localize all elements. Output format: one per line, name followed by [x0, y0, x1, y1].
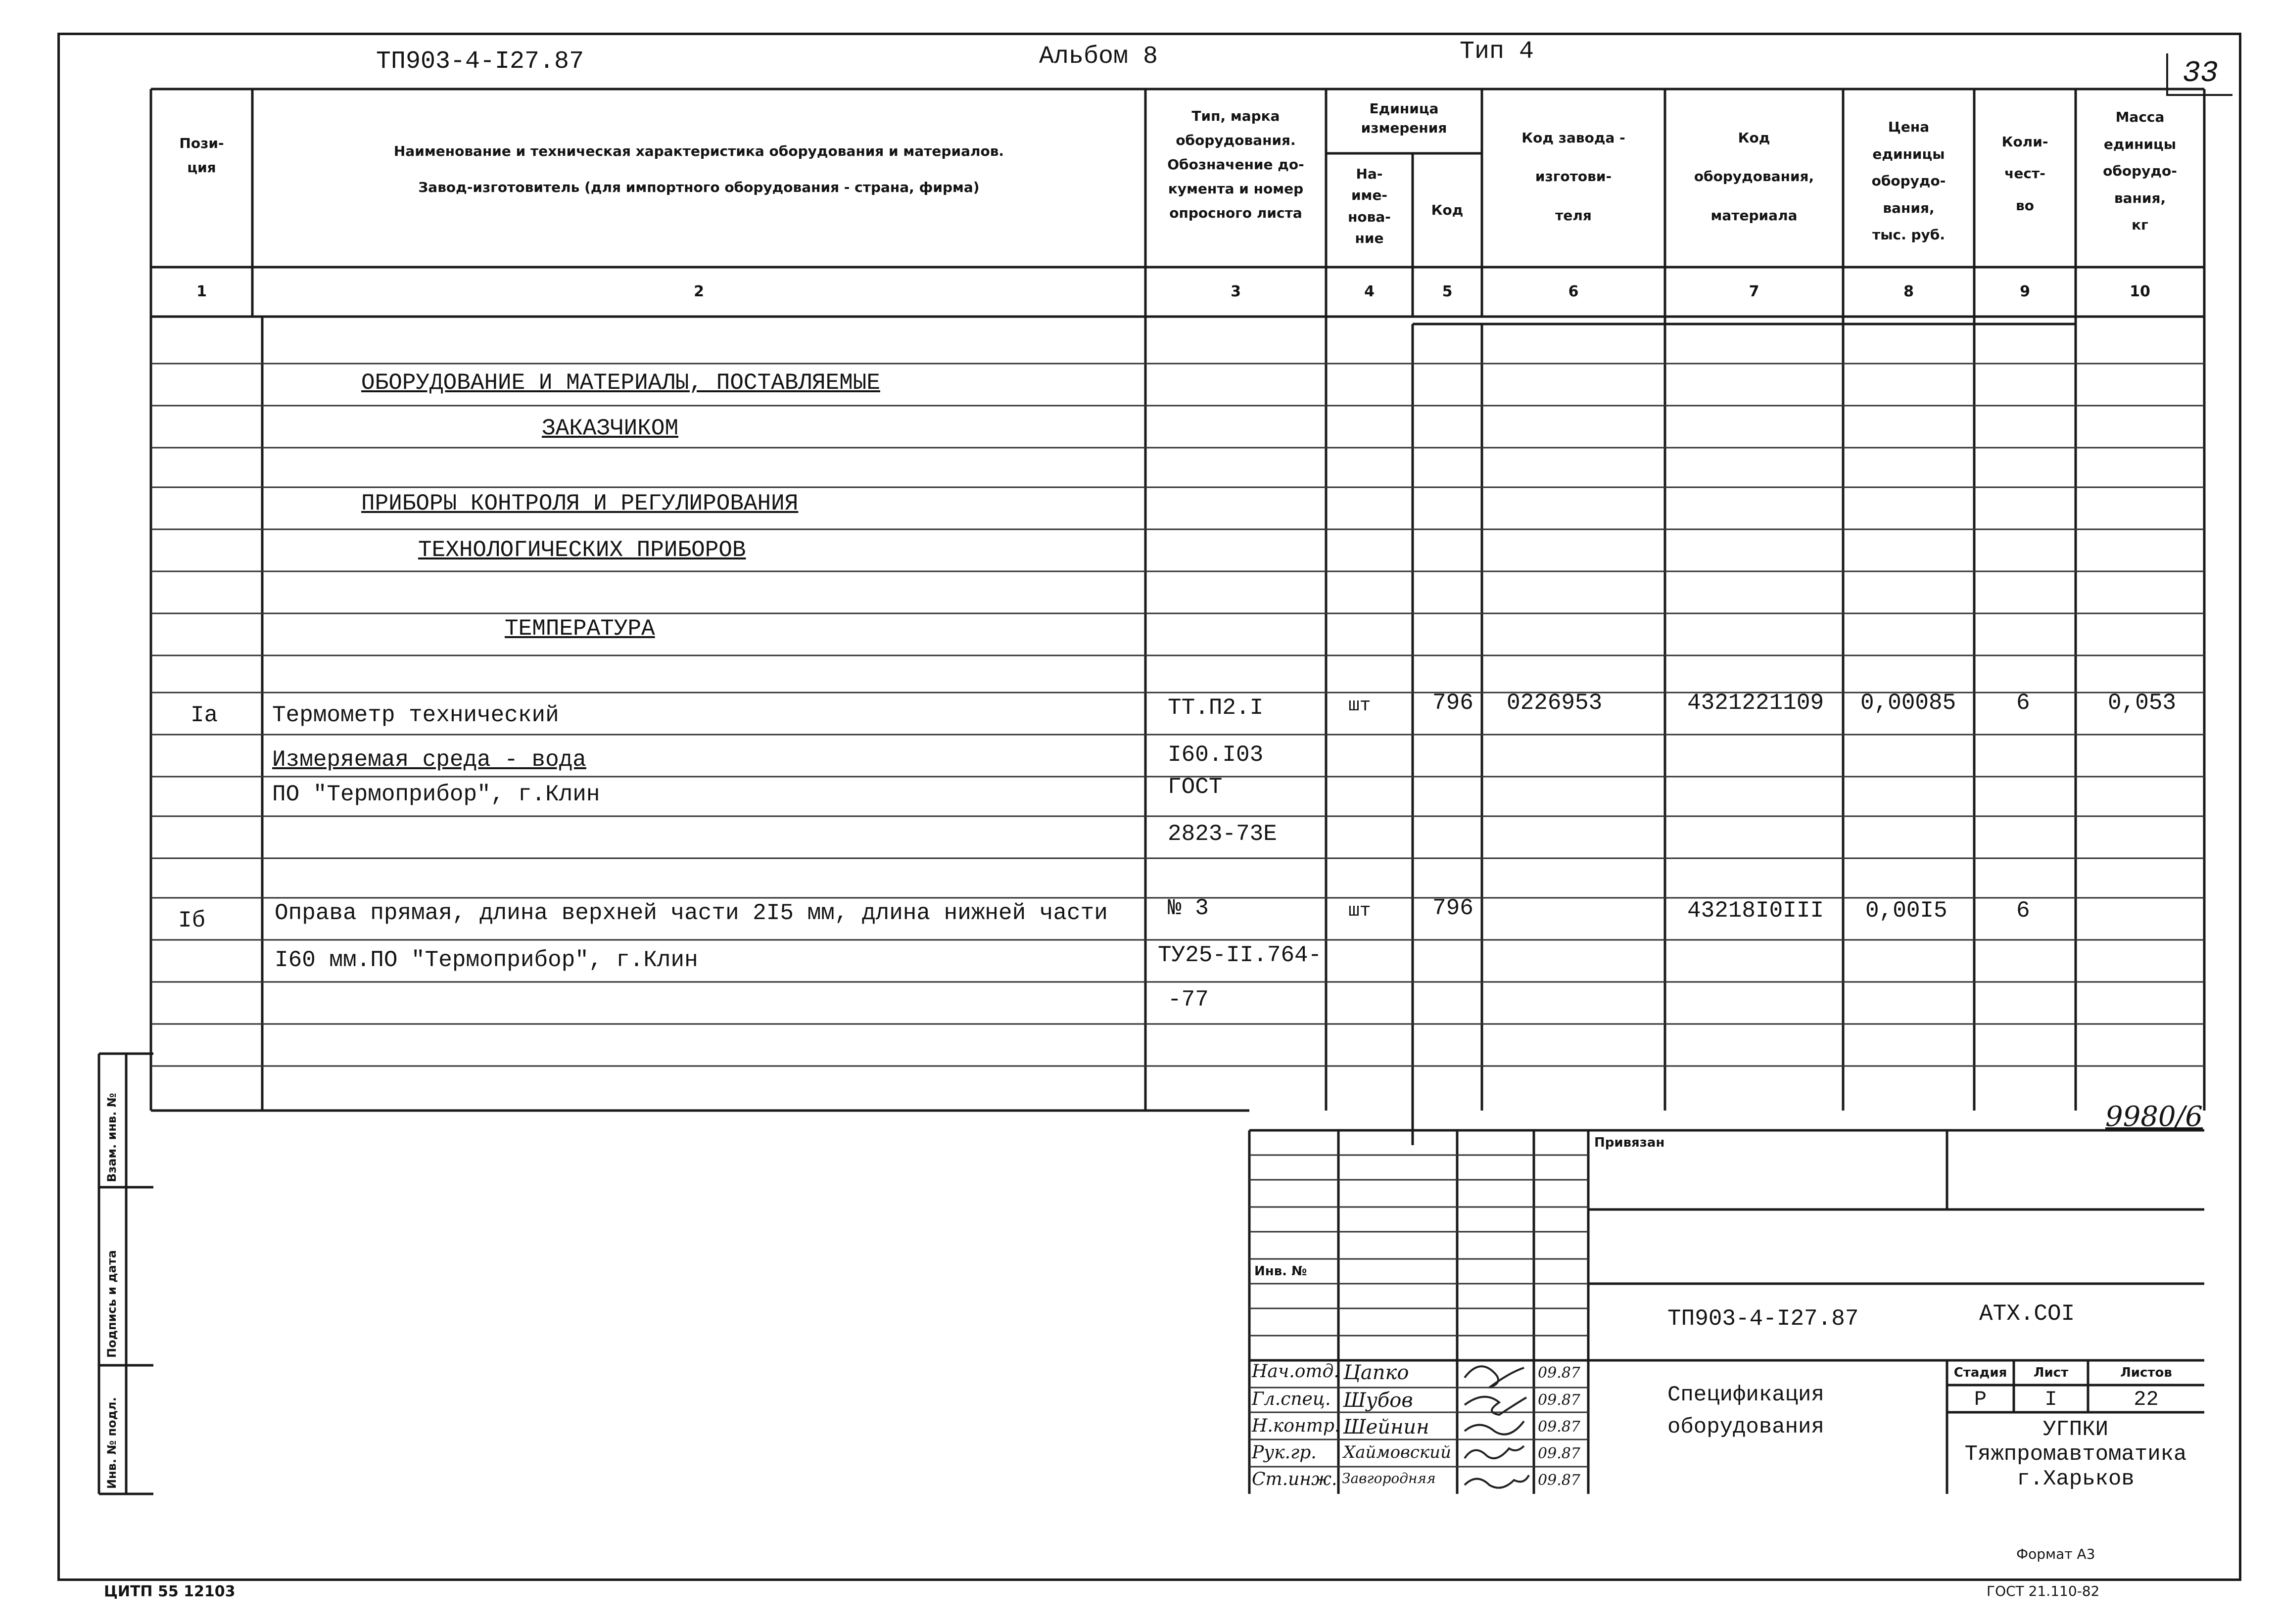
signature-date: 09.87	[1538, 1364, 1580, 1382]
signature-name: Хаймовский	[1343, 1442, 1451, 1462]
col-number-3: 3	[1231, 283, 1241, 300]
privyazan-label: Привязан	[1594, 1135, 1665, 1150]
signature-name: Завгородняя	[1342, 1470, 1436, 1486]
col-header-unit-code: Код	[1431, 202, 1464, 218]
footer-code: ЦИТП 55 12103	[104, 1583, 236, 1600]
item-price: 0,00I5	[1865, 898, 1947, 924]
stage-label: Стадия	[1953, 1365, 2007, 1380]
item-name-line: ПО "Термоприбор", г.Клин	[272, 782, 600, 807]
side-label: Взам. инв. №	[105, 1093, 119, 1182]
col-number-2: 2	[694, 283, 704, 300]
sheets-label: Листов	[2120, 1365, 2172, 1380]
section-heading: ТЕМПЕРАТУРА	[505, 616, 655, 642]
col-number-7: 7	[1749, 283, 1759, 300]
inv-no-label: Инв. №	[1254, 1264, 1307, 1279]
item-mass: 0,053	[2108, 690, 2177, 716]
sheet-value: I	[2044, 1388, 2057, 1411]
item-equipment-code: 4321221109	[1687, 690, 1824, 716]
col-header-type: Тип, марка оборудования. Обозначение до- кумента и номер опросного листа	[1167, 108, 1304, 221]
item-name-line: Оправа прямая, длина верхней части 2I5 мм, длина нижней части	[275, 900, 1108, 926]
sheet-label: Лист	[2033, 1365, 2069, 1380]
signature-name: Шейнин	[1343, 1416, 1429, 1438]
col-number-5: 5	[1442, 283, 1453, 300]
item-type-line: ТУ25-II.764-	[1158, 942, 1322, 968]
col-number-9: 9	[2020, 283, 2030, 300]
item-unit-code: 796	[1432, 895, 1473, 921]
col-number-1: 1	[196, 283, 207, 300]
signature-name: Шубов	[1343, 1389, 1413, 1412]
header-type: Тип 4	[1460, 38, 1534, 66]
stamp-doc-code: ТП903-4-I27.87	[1667, 1306, 1859, 1332]
sheets-value: 22	[2134, 1388, 2159, 1411]
signature-date: 09.87	[1538, 1445, 1580, 1462]
sheet-number: 33	[2166, 53, 2232, 96]
signature-date: 09.87	[1538, 1392, 1580, 1409]
col-number-8: 8	[1903, 283, 1914, 300]
item-quantity: 6	[2016, 690, 2030, 716]
item-name-line: Измеряемая среда - вода	[272, 747, 586, 773]
item-name-line: Термометр технический	[272, 702, 559, 728]
stamp-title: Спецификация	[1667, 1383, 1824, 1407]
signature-date: 09.87	[1538, 1418, 1580, 1436]
item-unit: шт	[1348, 900, 1371, 922]
col-header-factory-code: Код завода - изготови- теля	[1521, 130, 1625, 224]
signature-role: Нач.отд.	[1252, 1361, 1339, 1382]
header-album: Альбом 8	[1039, 43, 1158, 71]
signature-name: Цапко	[1343, 1361, 1409, 1384]
side-label: Подпись и дата	[105, 1250, 119, 1358]
section-heading: ТЕХНОЛОГИЧЕСКИХ ПРИБОРОВ	[418, 537, 746, 563]
col-header-name: Наименование и техническая характеристика оборудования и материалов. Завод-изготовитель (для импортного оборудования - страна, фирма)	[393, 143, 1004, 195]
side-label: Инв. № подл.	[105, 1397, 119, 1489]
item-unit-code: 796	[1432, 690, 1473, 716]
col-header-unit: Единица измерения	[1361, 100, 1447, 137]
item-name-line: I60 мм.ПО "Термоприбор", г.Клин	[275, 947, 698, 973]
footer-gost: ГОСТ 21.110-82	[1987, 1583, 2100, 1599]
footer-format: Формат А3	[2016, 1546, 2095, 1562]
col-number-4: 4	[1364, 283, 1375, 300]
col-header-mass: Масса единицы оборудо- вания, кг	[2103, 109, 2177, 233]
col-number-6: 6	[1568, 283, 1579, 300]
org-name: УГПКИ	[2042, 1417, 2109, 1442]
item-position: Iб	[178, 908, 206, 933]
col-header-price: Цена единицы оборудо- вания, тыс. руб.	[1871, 119, 1946, 243]
org-name: Тяжпромавтоматика	[1964, 1442, 2187, 1467]
item-quantity: 6	[2016, 898, 2030, 924]
col-header-quantity: Коли- чест- во	[2001, 134, 2048, 214]
item-type-line: ТТ.П2.I	[1168, 695, 1264, 721]
item-type-line: I60.I03	[1168, 742, 1264, 768]
section-heading: ПРИБОРЫ КОНТРОЛЯ И РЕГУЛИРОВАНИЯ	[361, 491, 799, 516]
stamp-sheet-code: АТХ.СОI	[1979, 1301, 2075, 1327]
item-position: Iа	[190, 702, 218, 728]
item-type-line: № 3	[1168, 895, 1209, 921]
signature-role: Н.контр.	[1252, 1416, 1340, 1436]
item-type-line: 2823-73Е	[1168, 821, 1277, 847]
col-number-10: 10	[2130, 283, 2150, 300]
col-header-position: Пози- ция	[179, 135, 224, 176]
signature-role: Гл.спец.	[1252, 1389, 1331, 1409]
item-equipment-code: 43218I0III	[1687, 898, 1824, 924]
item-factory-code: 0226953	[1507, 690, 1603, 716]
col-header-equipment-code: Код оборудования, материала	[1694, 130, 1814, 224]
archive-number: 9980/6	[2105, 1101, 2203, 1133]
section-heading: ЗАКАЗЧИКОМ	[542, 416, 679, 441]
item-unit: шт	[1348, 695, 1371, 716]
item-type-line: ГОСТ	[1168, 774, 1223, 800]
col-header-unit-name: На- име- нова- ние	[1348, 166, 1391, 247]
signature-role: Рук.гр.	[1252, 1442, 1317, 1463]
signature-date: 09.87	[1538, 1472, 1580, 1489]
signature-role: Ст.инж.	[1252, 1469, 1337, 1489]
item-type-line: -77	[1168, 987, 1209, 1013]
header-doc-code: ТП903-4-I27.87	[376, 47, 584, 76]
section-heading: ОБОРУДОВАНИЕ И МАТЕРИАЛЫ, ПОСТАВЛЯЕМЫЕ	[361, 370, 880, 396]
stamp-title: оборудования	[1667, 1415, 1824, 1439]
item-price: 0,00085	[1860, 690, 1956, 716]
stage-value: Р	[1974, 1388, 1987, 1411]
org-city: г.Харьков	[2017, 1467, 2135, 1491]
